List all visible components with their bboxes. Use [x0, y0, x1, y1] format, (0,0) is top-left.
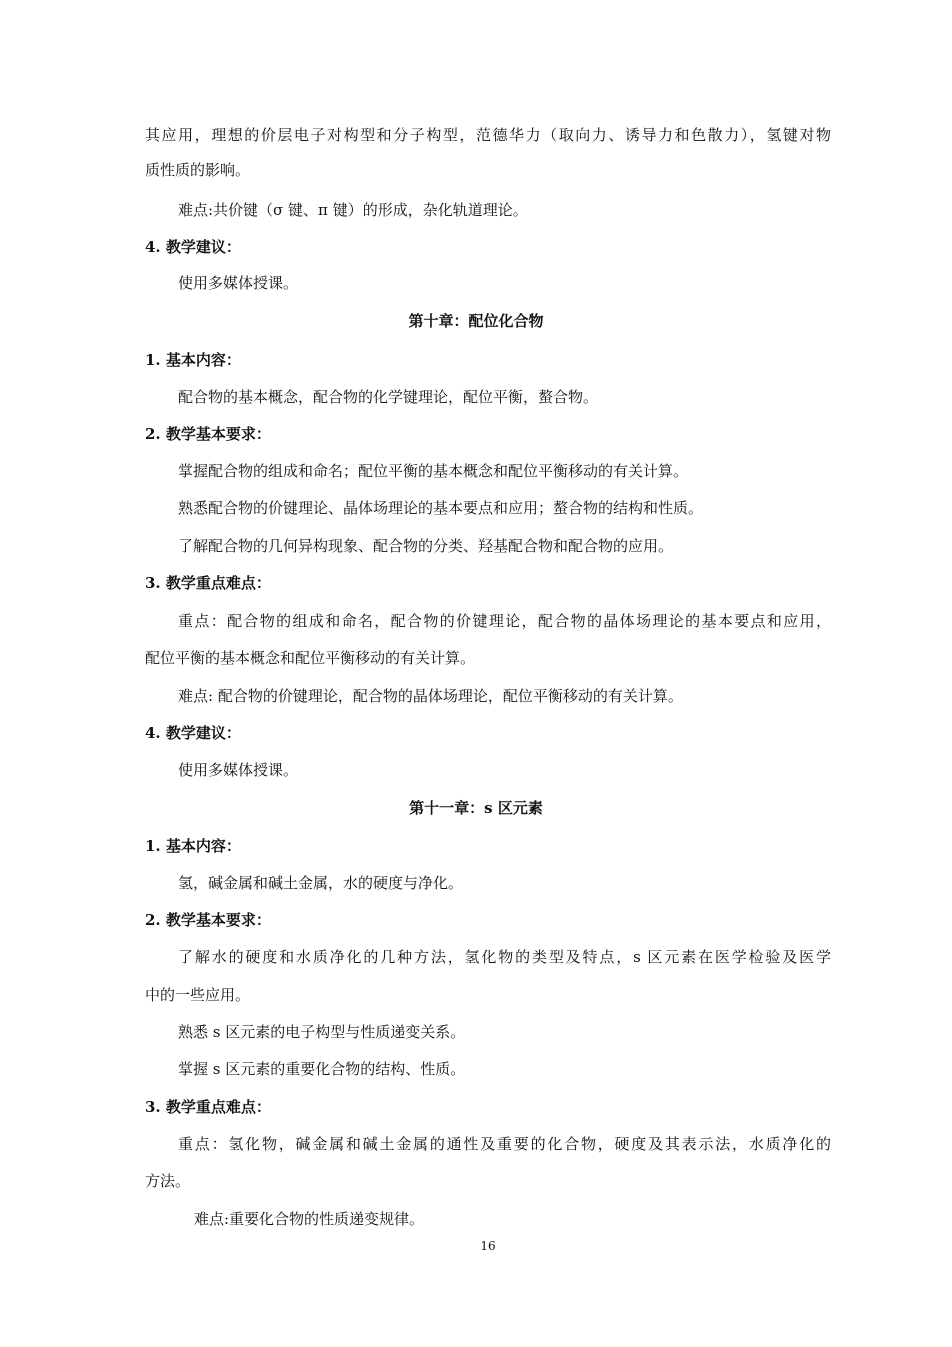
paragraph-line: 掌握 s 区元素的重要化合物的结构、性质。 — [178, 1060, 466, 1078]
section-heading: 4. 教学建议： — [145, 238, 241, 256]
paragraph-line: 难点:重要化合物的性质递变规律。 — [194, 1210, 425, 1228]
paragraph-line: 了解配合物的几何异构现象、配合物的分类、羟基配合物和配合物的应用。 — [178, 537, 674, 555]
paragraph-line: 配位平衡的基本概念和配位平衡移动的有关计算。 — [145, 649, 476, 667]
paragraph-line: 使用多媒体授课。 — [178, 761, 299, 779]
paragraph-line: 氢，碱金属和碱土金属，水的硬度与净化。 — [178, 874, 464, 892]
section-heading: 3. 教学重点难点： — [145, 1098, 271, 1116]
paragraph-line: 使用多媒体授课。 — [178, 274, 299, 292]
page-number: 16 — [480, 1239, 496, 1253]
chapter-title: 第十章：配位化合物 — [408, 312, 544, 330]
paragraph-line: 熟悉 s 区元素的电子构型与性质递变关系。 — [178, 1023, 466, 1041]
paragraph-line: 熟悉配合物的价键理论、晶体场理论的基本要点和应用；螯合物的结构和性质。 — [178, 499, 704, 517]
section-heading: 2. 教学基本要求： — [145, 911, 271, 929]
paragraph-line: 难点: 配合物的价键理论，配合物的晶体场理论，配位平衡移动的有关计算。 — [178, 687, 683, 705]
paragraph-line: 重点：配合物的组成和命名，配合物的价键理论，配合物的晶体场理论的基本要点和应用， — [178, 612, 831, 630]
paragraph-line: 重点：氢化物，碱金属和碱土金属的通性及重要的化合物，硬度及其表示法，水质净化的 — [178, 1135, 831, 1153]
paragraph-line: 质性质的影响。 — [145, 161, 251, 179]
section-heading: 2. 教学基本要求： — [145, 425, 271, 443]
paragraph-line: 掌握配合物的组成和命名；配位平衡的基本概念和配位平衡移动的有关计算。 — [178, 462, 689, 480]
section-heading: 3. 教学重点难点： — [145, 574, 271, 592]
section-heading: 4. 教学建议： — [145, 724, 241, 742]
paragraph-line: 了解水的硬度和水质净化的几种方法，氢化物的类型及特点，s 区元素在医学检验及医学 — [178, 948, 831, 966]
paragraph-line: 配合物的基本概念，配合物的化学键理论，配位平衡，螯合物。 — [178, 388, 599, 406]
paragraph-line: 其应用，理想的价层电子对构型和分子构型，范德华力（取向力、诱导力和色散力），氢键对物 — [145, 126, 831, 144]
section-heading: 1. 基本内容： — [145, 351, 241, 369]
paragraph-line: 难点:共价键（σ 键、π 键）的形成，杂化轨道理论。 — [178, 201, 528, 219]
paragraph-line: 中的一些应用。 — [145, 986, 251, 1004]
chapter-title: 第十一章：s 区元素 — [409, 799, 543, 817]
section-heading: 1. 基本内容： — [145, 837, 241, 855]
paragraph-line: 方法。 — [145, 1172, 191, 1190]
